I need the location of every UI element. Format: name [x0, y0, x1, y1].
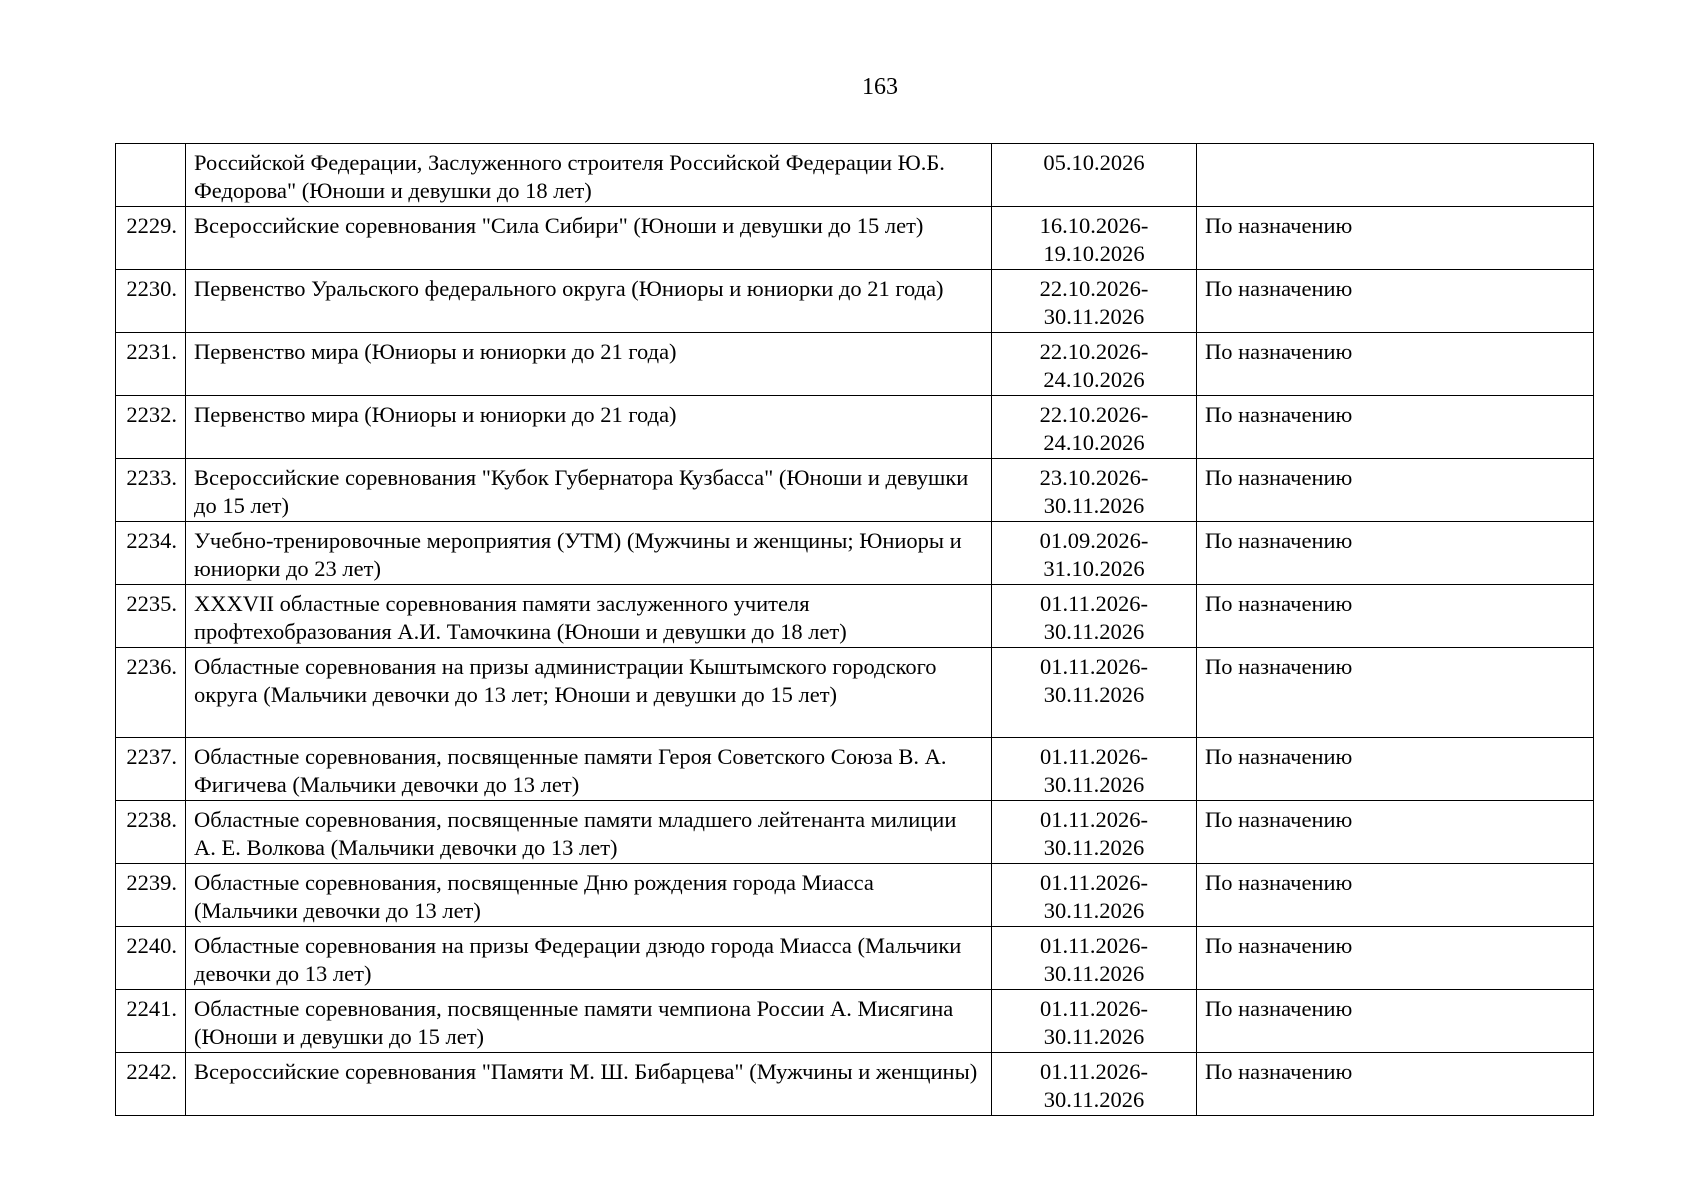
event-name: Первенство Уральского федерального округа (Юниоры и юниорки до 21 года): [186, 270, 992, 333]
row-number: 2231.: [116, 333, 186, 396]
event-name: Всероссийские соревнования "Кубок Губернатора Кузбасса" (Юноши и девушки до 15 лет): [186, 459, 992, 522]
event-name: Учебно-тренировочные мероприятия (УТМ) (Мужчины и женщины; Юниоры и юниорки до 23 лет): [186, 522, 992, 585]
event-dates: 22.10.2026-24.10.2026: [992, 396, 1197, 459]
table-row: [116, 396, 1594, 459]
event-location: По назначению: [1197, 648, 1594, 738]
event-dates: 22.10.2026-30.11.2026: [992, 270, 1197, 333]
event-dates: 01.11.2026-30.11.2026: [992, 648, 1197, 738]
event-dates: 01.11.2026-30.11.2026: [992, 585, 1197, 648]
event-location: По назначению: [1197, 990, 1594, 1053]
event-location: По назначению: [1197, 207, 1594, 270]
event-location: По назначению: [1197, 738, 1594, 801]
event-dates: 01.11.2026-30.11.2026: [992, 927, 1197, 990]
event-name: Областные соревнования, посвященные памяти Героя Советского Союза В. А. Фигичева (Мальчики девочки до 13 лет): [186, 738, 992, 801]
row-number: 2233.: [116, 459, 186, 522]
event-name: Областные соревнования на призы Федерации дзюдо города Миасса (Мальчики девочки до 13 лет): [186, 927, 992, 990]
event-name: Всероссийские соревнования "Сила Сибири" (Юноши и девушки до 15 лет): [186, 207, 992, 270]
event-dates: 01.11.2026-30.11.2026: [992, 738, 1197, 801]
event-dates: 01.11.2026-30.11.2026: [992, 1053, 1197, 1116]
table-row: [116, 990, 1594, 1053]
table-row-continuation: [116, 144, 1594, 207]
table-row: [116, 738, 1594, 801]
event-location: По назначению: [1197, 864, 1594, 927]
row-number: 2235.: [116, 585, 186, 648]
event-name: Российской Федерации, Заслуженного строителя Российской Федерации Ю.Б. Федорова" (Юноши и девушки до 18 лет): [186, 144, 992, 207]
event-name: Всероссийские соревнования "Памяти М. Ш. Бибарцева" (Мужчины и женщины): [186, 1053, 992, 1116]
event-dates: 01.11.2026-30.11.2026: [992, 990, 1197, 1053]
table-row: [116, 1053, 1594, 1116]
row-number: 2241.: [116, 990, 186, 1053]
event-dates: 16.10.2026-19.10.2026: [992, 207, 1197, 270]
row-number: 2232.: [116, 396, 186, 459]
table-row: [116, 927, 1594, 990]
event-name: Областные соревнования, посвященные памяти младшего лейтенанта милиции А. Е. Волкова (Мальчики девочки до 13 лет): [186, 801, 992, 864]
event-location: По назначению: [1197, 927, 1594, 990]
event-location: По назначению: [1197, 585, 1594, 648]
event-dates: 01.11.2026-30.11.2026: [992, 801, 1197, 864]
row-number: 2239.: [116, 864, 186, 927]
row-number: 2234.: [116, 522, 186, 585]
event-location: По назначению: [1197, 270, 1594, 333]
table-row: [116, 522, 1594, 585]
row-number: 2229.: [116, 207, 186, 270]
event-name: Областные соревнования на призы администрации Кыштымского городского округа (Мальчики девочки до 13 лет; Юноши и девушки до 15 лет): [186, 648, 992, 738]
event-location: По назначению: [1197, 801, 1594, 864]
row-number: 2240.: [116, 927, 186, 990]
table-row: [116, 333, 1594, 396]
table-row: [116, 585, 1594, 648]
event-dates: 01.09.2026-31.10.2026: [992, 522, 1197, 585]
event-name: Областные соревнования, посвященные Дню рождения города Миасса (Мальчики девочки до 13 лет): [186, 864, 992, 927]
row-number: 2230.: [116, 270, 186, 333]
row-number: 2237.: [116, 738, 186, 801]
event-name: Первенство мира (Юниоры и юниорки до 21 года): [186, 333, 992, 396]
event-dates: 22.10.2026-24.10.2026: [992, 333, 1197, 396]
event-dates: 23.10.2026-30.11.2026: [992, 459, 1197, 522]
row-number: 2242.: [116, 1053, 186, 1116]
event-location: По назначению: [1197, 333, 1594, 396]
event-location: По назначению: [1197, 396, 1594, 459]
table-row: [116, 270, 1594, 333]
event-name: Первенство мира (Юниоры и юниорки до 21 года): [186, 396, 992, 459]
event-location: По назначению: [1197, 459, 1594, 522]
table-row: [116, 459, 1594, 522]
event-name: XXXVII областные соревнования памяти заслуженного учителя профтехобразования А.И. Тамочкина (Юноши и девушки до 18 лет): [186, 585, 992, 648]
table-row: [116, 648, 1594, 738]
table-row: [116, 801, 1594, 864]
page-number: 163: [862, 74, 898, 100]
event-location: По назначению: [1197, 1053, 1594, 1116]
row-number: 2236.: [116, 648, 186, 738]
event-location: [1197, 144, 1594, 207]
event-dates: 01.11.2026-30.11.2026: [992, 864, 1197, 927]
event-name: Областные соревнования, посвященные памяти чемпиона России А. Мисягина (Юноши и девушки до 15 лет): [186, 990, 992, 1053]
event-dates: 05.10.2026: [992, 144, 1197, 207]
table-row: [116, 207, 1594, 270]
event-location: По назначению: [1197, 522, 1594, 585]
row-number: [116, 144, 186, 207]
table-row: [116, 864, 1594, 927]
row-number: 2238.: [116, 801, 186, 864]
events-table: [115, 143, 1594, 1116]
